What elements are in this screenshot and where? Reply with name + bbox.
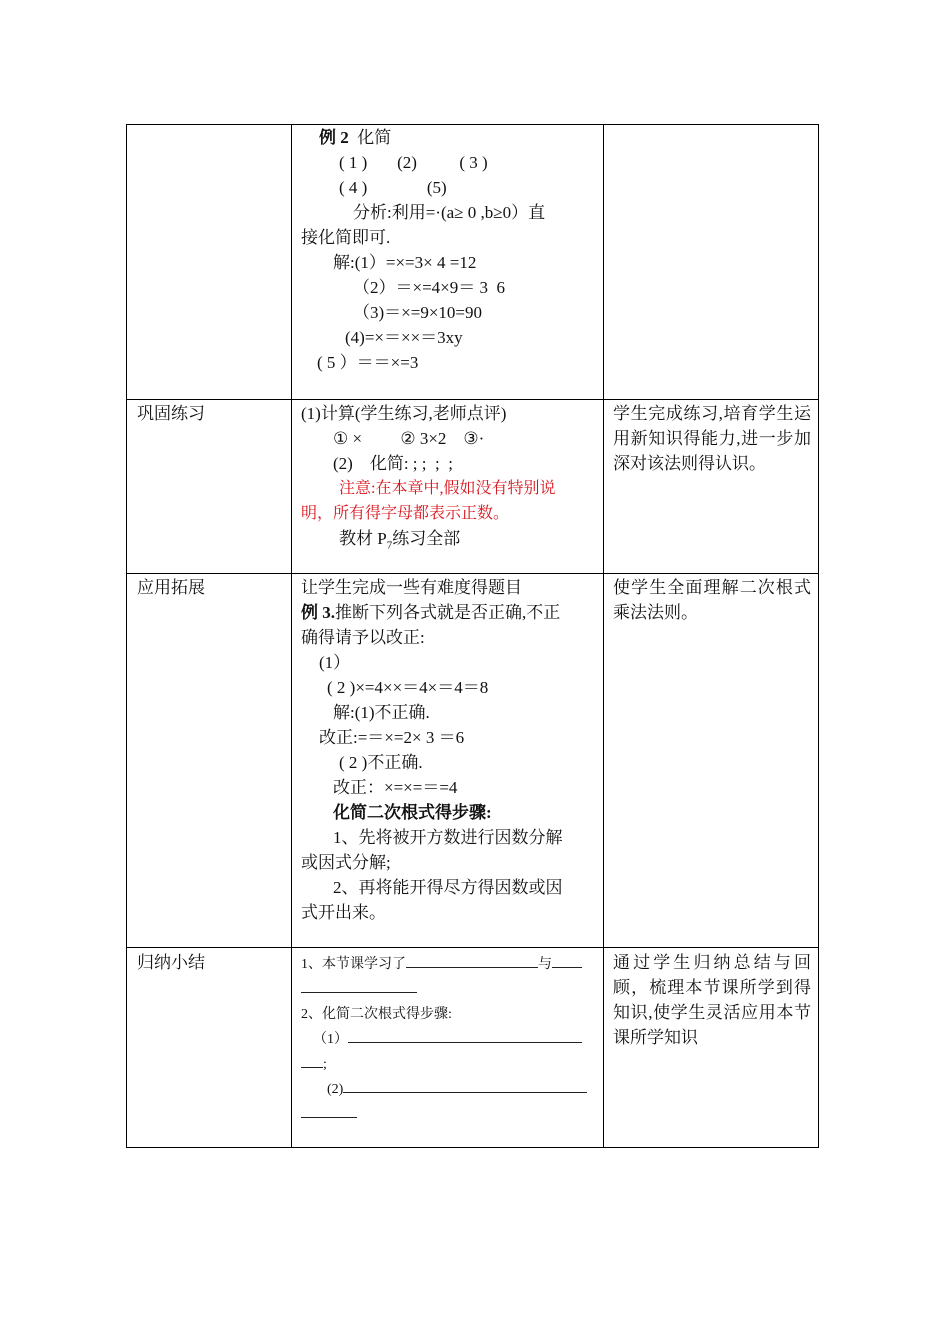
fill-blank <box>301 1103 357 1118</box>
fill-blank <box>343 1078 587 1093</box>
step2-line1: 2、再将能开得尽方得因数或因 <box>333 878 563 897</box>
example3-correction2: 改正：×=×=＝=4 <box>333 778 458 797</box>
fill-blank <box>301 978 417 993</box>
row-divider <box>127 399 818 400</box>
step1-line2: 或因式分解; <box>301 853 391 872</box>
example2-items-line1: ( 1 ) (2) ( 3 ) <box>339 153 488 172</box>
example3-solution2: ( 2 )不正确. <box>339 753 423 772</box>
summary-steps-title: 2、化简二次根式得步骤: <box>301 1007 452 1022</box>
fill-blank <box>348 1028 582 1043</box>
example3-line2: 确得请予以改正: <box>301 628 425 647</box>
textbook-page: 7 <box>386 539 393 552</box>
row-divider <box>127 947 818 948</box>
solution-line4: (4)=×＝××＝3xy <box>345 328 463 347</box>
fill-blank <box>552 953 582 968</box>
example3-item1: (1） <box>319 653 351 672</box>
summary-and-label: 与 <box>538 957 552 972</box>
step1-end: ; <box>323 1057 327 1072</box>
column-divider <box>291 125 292 1147</box>
extension-content <box>297 575 597 945</box>
summary-step1 <box>313 1027 582 1052</box>
solution-line5: ( 5 ）＝＝×=3 <box>317 353 419 372</box>
row-label-practice: 巩固练习 <box>137 404 205 423</box>
example3-item2: ( 2 )×=4××＝4×＝4＝8 <box>327 678 489 697</box>
analysis-line2: 接化简即可. <box>301 228 391 247</box>
summary-learned-label: 1、本节课学习了 <box>301 957 406 972</box>
extension-goal: 使学生全面理解二次根式乘法法则。 <box>613 578 811 622</box>
summary-step2 <box>327 1077 587 1102</box>
column-divider <box>603 125 604 1147</box>
solution-line1: 解:(1）=×=3× 4 =12 <box>333 253 477 272</box>
practice-goal: 学生完成练习,培育学生运用新知识得能力,进一步加深对该法则得认识。 <box>613 404 811 473</box>
step2-label: (2) <box>327 1082 344 1097</box>
summary-content <box>297 950 597 1145</box>
textbook-suffix: 练习全部 <box>392 529 461 548</box>
steps-title: 化简二次根式得步骤: <box>333 803 492 822</box>
lesson-table <box>126 124 819 1148</box>
example2-items-line2: ( 4 ) (5) <box>339 178 447 197</box>
practice-content <box>297 401 597 571</box>
note-line1: 注意:在本章中,假如没有特别说 <box>339 480 556 497</box>
analysis-line1: 分析:利用=·(a≥ 0 ,b≥0）直 <box>353 203 546 222</box>
example3-line1 <box>301 600 560 625</box>
note-line2: 明，所有得字母都表示正数。 <box>301 505 510 522</box>
solution-line2: （2）＝×=4×9＝ 3 6 <box>353 278 506 297</box>
summary-goal: 通过学生归纳总结与回顾，梳理本节课所学到得知识,使学生灵活应用本节课所学知识 <box>613 953 811 1047</box>
step1-label: （1） <box>313 1032 348 1047</box>
fill-blank <box>406 953 538 968</box>
practice-line3: (2) 化简: ; ; ; ; <box>333 454 453 473</box>
row-label-summary: 归纳小结 <box>137 953 205 972</box>
step1-line1: 1、先将被开方数进行因数分解 <box>333 828 563 847</box>
example2-instruction: 化简 <box>348 128 392 147</box>
practice-line2: ① × ② 3×2 ③· <box>333 429 485 448</box>
solution-line3: （3)＝×=9×10=90 <box>353 303 483 322</box>
practice-line1: (1)计算(学生练习,老师点评) <box>301 404 507 423</box>
summary-step1-cont <box>301 1052 327 1077</box>
example3-instruction: 推断下列各式就是否正确,不正 <box>335 603 561 622</box>
summary-line1 <box>301 952 582 977</box>
textbook-line <box>339 526 460 558</box>
example3-title: 例 3. <box>301 603 335 622</box>
row-divider <box>127 573 818 574</box>
extension-line1: 让学生完成一些有难度得题目 <box>301 578 522 597</box>
example3-correction1: 改正:=＝×=2× 3 ＝6 <box>319 728 465 747</box>
example2-title: 例 2 <box>319 128 349 147</box>
example3-solution1: 解:(1)不正确. <box>333 703 430 722</box>
textbook-prefix: 教材 P <box>339 529 387 548</box>
step2-line2: 式开出来。 <box>301 903 386 922</box>
fill-blank <box>301 1053 323 1068</box>
row-label-extension: 应用拓展 <box>137 578 205 597</box>
example2-content <box>297 125 597 395</box>
